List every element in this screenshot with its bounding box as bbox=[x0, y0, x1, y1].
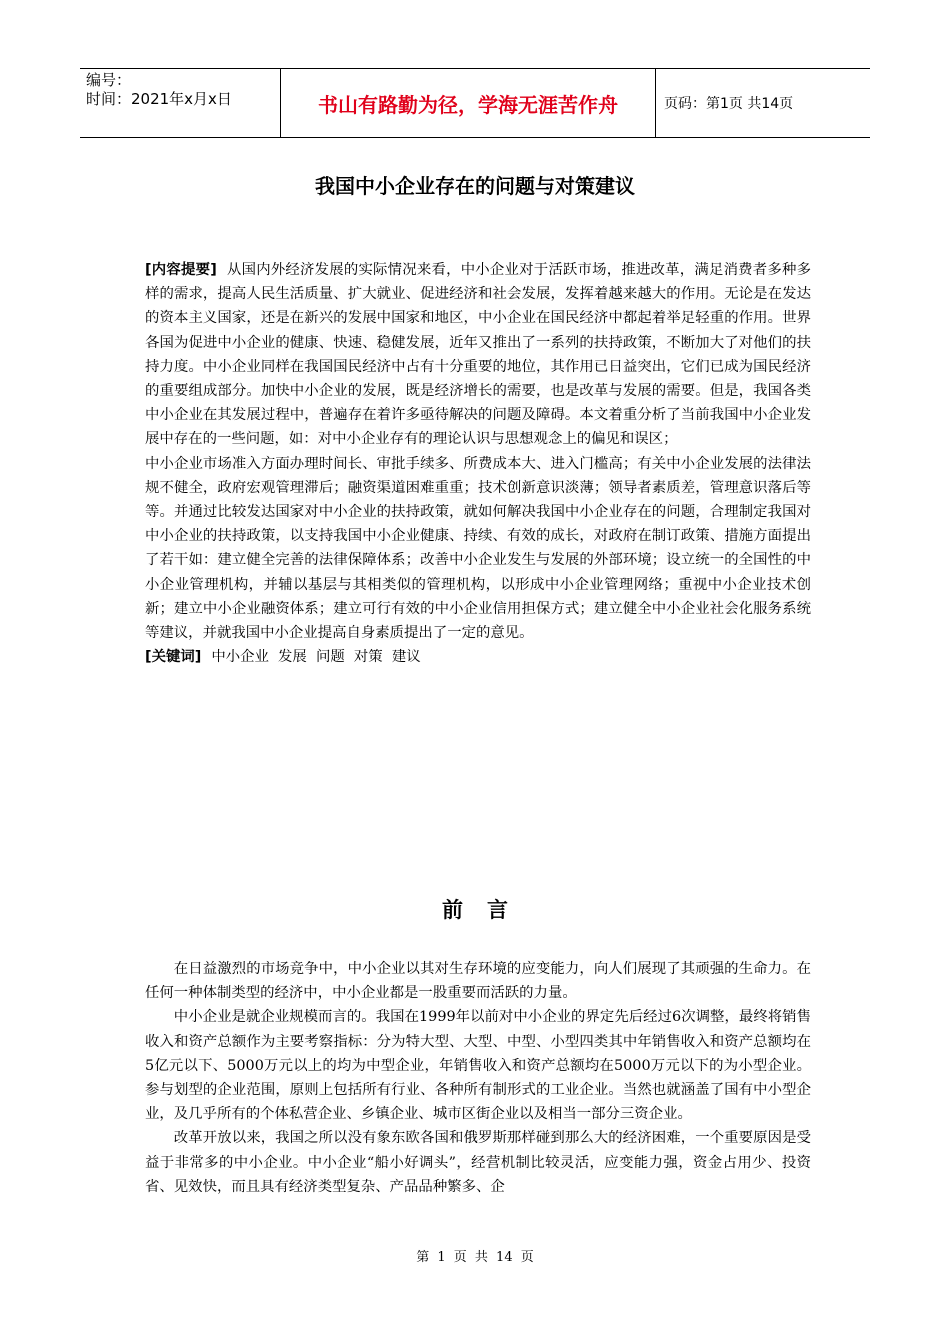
keywords-text: 中小企业 发展 问题 对策 建议 bbox=[211, 649, 421, 666]
document-number-label: 编号： bbox=[86, 71, 132, 89]
abstract-paragraph bbox=[145, 258, 811, 452]
body-paragraph: 在日益激烈的市场竞争中，中小企业以其对生存环境的应变能力，向人们展现了其顽强的生命力。在任何一种体制类型的经济中，中小企业都是一股重要而活跃的力量。 bbox=[145, 961, 811, 1002]
header-page-info: 页码：第1页 共14页 bbox=[664, 96, 794, 112]
body-paragraph: 改革开放以来，我国之所以没有象东欧各国和俄罗斯那样碰到那么大的经济困难，一个重要原因是受益于非常多的中小企业。中小企业“船小好调头”，经营机制比较灵活，应变能力强，资金占用少、投资省、见效快，而且具有经济类型复杂、产品品种繁多、企 bbox=[145, 1130, 811, 1195]
header-meta bbox=[80, 69, 280, 137]
keywords-line bbox=[145, 645, 811, 669]
keywords-tag: [关键词] bbox=[145, 649, 202, 666]
page-footer: 第 1 页 共 14 页 bbox=[416, 1250, 534, 1265]
abstract-paragraph-2: 中小企业市场准入方面办理时间长、审批手续多、所费成本大、进入门槛高；有关中小企业发展的法律法规不健全，政府宏观管理滞后；融资渠道困难重重；技术创新意识淡薄；领导者素质差，管理意识落后等等。并通过比较发达国家对中小企业的扶持政策，就如何解决我国中小企业存在的问题，合理制定我国对中小企业的扶持政策，以支持我国中小企业健康、持续、有效的成长，对政府在制订政策、措施方面提出了若干如：建立健全完善的法律保障体系；改善中小企业发生与发展的外部环境；设立统一的全国性的中小企业管理机构，并辅以基层与其相类似的管理机构，以形成中小企业管理网络；重视中小企业技术创新；建立中小企业融资体系；建立可行有效的中小企业信用担保方式；建立健全中小企业社会化服务系统等建议，并就我国中小企业提高自身素质提出了一定的意见。 bbox=[145, 455, 811, 642]
section-title: 前言 bbox=[442, 898, 532, 922]
page-header bbox=[80, 68, 870, 138]
header-motto: 书山有路勤为径，学海无涯苦作舟 bbox=[280, 69, 656, 137]
body-text bbox=[145, 957, 811, 1199]
body-paragraph: 中小企业是就企业规模而言的。我国在1999年以前对中小企业的界定先后经过6次调整，最终将销售收入和资产总额作为主要考察指标：分为特大型、大型、中型、小型四类其中年销售收入和资产总额均在5亿元以下、5000万元以上的均为中型企业，年销售收入和资产总额均在5000万元以下的为小型企业。参与划型的企业范围，原则上包括所有行业、各种所有制形式的工业企业。当然也就涵盖了国有中小型企业，及几乎所有的个体私营企业、乡镇企业、城市区街企业以及相当一部分三资企业。 bbox=[145, 1009, 811, 1123]
document-date-label: 时间：2021年x月x日 bbox=[86, 90, 232, 108]
abstract-tag: [内容提要] bbox=[145, 262, 217, 278]
abstract-block bbox=[145, 258, 811, 669]
document-title: 我国中小企业存在的问题与对策建议 bbox=[315, 174, 635, 198]
abstract-text: 从国内外经济发展的实际情况来看，中小企业对于活跃市场，推进改革，满足消费者多种多样的需求，提高人民生活质量、扩大就业、促进经济和社会发展，发挥着越来越大的作用。无论是在发达的资本主义国家，还是在新兴的发展中国家和地区，中小企业在国民经济中都起着举足轻重的作用。世界各国为促进中小企业的健康、快速、稳健发展，近年又推出了一系列的扶持政策，不断加大了对他们的扶持力度。中小企业同样在我国国民经济中占有十分重要的地位，其作用已日益突出，它们已成为国民经济的重要组成部分。加快中小企业的发展，既是经济增长的需要，也是改革与发展的需要。但是，我国各类中小企业在其发展过程中，普遍存在着许多亟待解决的问题及障碍。本文着重分析了当前我国中小企业发展中存在的一些问题，如：对中小企业存有的理论认识与思想观念上的偏见和误区； bbox=[145, 262, 811, 448]
